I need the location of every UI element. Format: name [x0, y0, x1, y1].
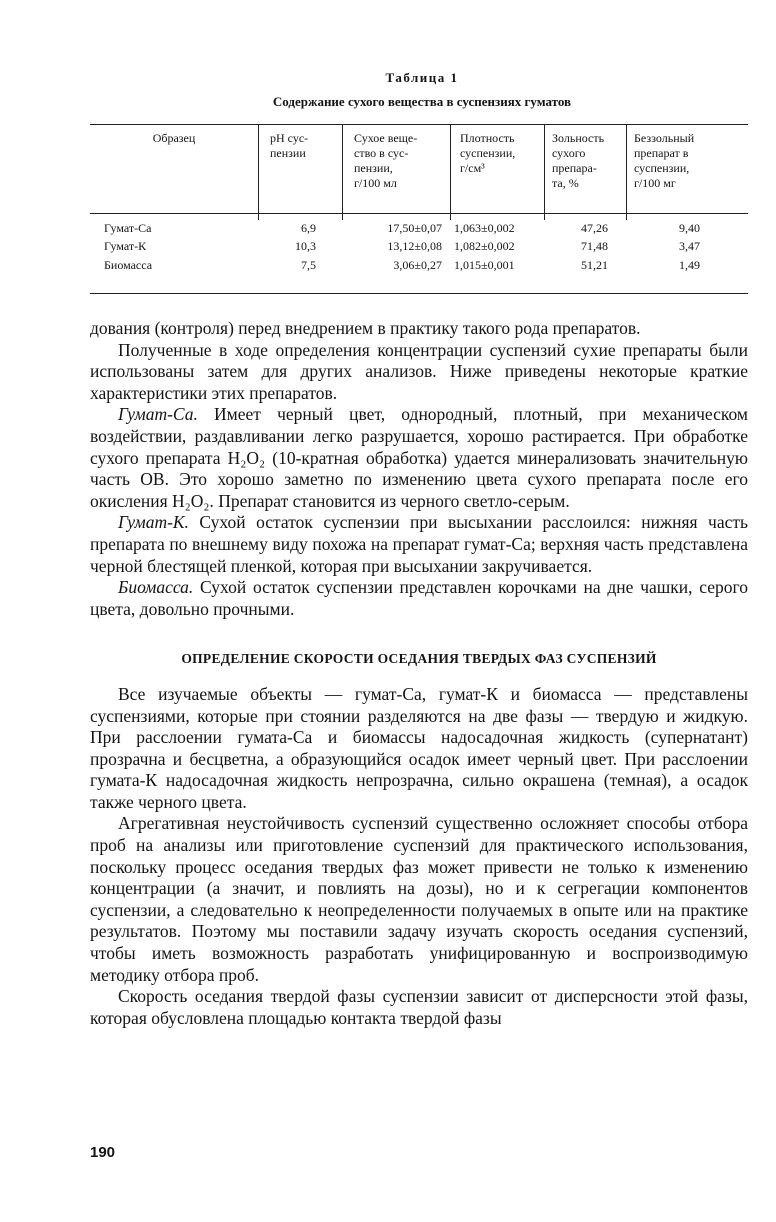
table-cell-ph: 7,5 — [301, 258, 316, 272]
paragraph — [90, 404, 748, 512]
page-number: 190 — [90, 1144, 116, 1161]
paragraph: Полученные в ходе определения концентрации суспензий сухие препараты были использованы затем для других анализов. Ниже приведены некоторые краткие характеристики этих препаратов. — [90, 339, 748, 403]
column-header-density: Плотность суспензии, г/см³ — [460, 131, 516, 175]
paragraph-body: Сухой остаток суспензии при высыхании расслоился: нижняя часть препарата по внешнему виду похожа на препарат гумат-Са; верхняя часть представлена черной блестящей пленкой, которая при высыхании закручивается. — [90, 512, 748, 576]
table-cell-ph: 6,9 — [301, 221, 316, 235]
table-cell-dry-matter: 13,12±0,08 — [387, 239, 442, 253]
table-cell-ashfree: 1,49 — [679, 258, 700, 272]
column-divider — [450, 124, 451, 220]
table-cell-sample: Биомасса — [104, 258, 153, 272]
column-divider — [258, 124, 259, 220]
paragraph-lead: Гумат-К. — [118, 512, 189, 533]
table-cell-ash: 47,26 — [581, 221, 608, 235]
column-divider — [544, 124, 545, 220]
paragraph — [90, 512, 748, 577]
paragraph: дования (контроля) перед внедрением в практику такого рода препаратов. — [90, 318, 641, 338]
table-cell-dry-matter: 3,06±0,27 — [393, 258, 442, 272]
table-header-rule — [90, 213, 748, 214]
table-cell-ashfree: 3,47 — [679, 239, 700, 253]
table-cell-dry-matter: 17,50±0,07 — [387, 221, 442, 235]
paragraph-body: Имеет черный цвет, однородный, плотный, при механическом воздействии, раздавливании легко разрушается, хорошо растирается. При обработке сухого препарата H₂O₂ (10-кратная обработка) удается минерализовать значительную часть ОВ. Это хорошо заметно по изменению цвета сухого препарата после его окисления H₂O₂. Препарат становится из черного светло-серым. — [90, 404, 748, 511]
table-cell-ph: 10,3 — [295, 239, 316, 253]
section-heading: ОПРЕДЕЛЕНИЕ СКОРОСТИ ОСЕДАНИЯ ТВЕРДЫХ ФАЗ СУСПЕНЗИЙ — [181, 651, 657, 667]
paragraph-body: Сухой остаток суспензии представлен корочками на дне чашки, серого цвета, довольно прочными. — [90, 577, 748, 619]
table-top-rule — [90, 124, 748, 125]
body-text — [90, 318, 748, 1029]
column-header-ph: pH сус- пензии — [270, 131, 309, 160]
table-caption: Таблица 1 — [385, 70, 459, 85]
table-cell-density: 1,015±0,001 — [454, 258, 515, 272]
paragraph — [90, 577, 748, 620]
table-cell-sample: Гумат-К — [104, 239, 147, 253]
column-header-ashfree: Беззольный препарат в суспензии, г/100 мг — [634, 131, 695, 190]
column-header-sample: Образец — [152, 131, 196, 145]
table-title: Содержание сухого вещества в суспензиях гуматов — [272, 94, 572, 109]
table-cell-ash: 51,21 — [581, 258, 608, 272]
paragraph: Все изучаемые объекты — гумат-Са, гумат-К и биомасса — представлены суспензиями, которые при стоянии разделяются на две фазы — твердую и жидкую. При расслоении гумата-Са и биомассы надосадочная жидкость (супернатант) прозрачна и бесцветна, а образующийся осадок имеет черный цвет. При расслоении гумата-К надосадочная жидкость непрозрачна, сильно окрашена (темная), а осадок также черного цвета. — [90, 683, 748, 812]
table-cell-density: 1,082±0,002 — [454, 239, 515, 253]
table-cell-density: 1,063±0,002 — [454, 221, 515, 235]
data-table — [90, 124, 748, 294]
paragraph-lead: Биомасса. — [118, 577, 194, 598]
paragraph-lead: Гумат-Са. — [118, 404, 198, 425]
paragraph: Скорость оседания твердой фазы суспензии зависит от дисперсности этой фазы, которая обусловлена площадью контакта твердой фазы — [90, 986, 748, 1028]
table-cell-ashfree: 9,40 — [679, 221, 700, 235]
paragraph: Агрегативная неустойчивость суспензий существенно осложняет способы отбора проб на анализы или приготовление суспензий для практического использования, поскольку процесс оседания твердых фаз может привести не только к изменению концентрации (а значит, и повлиять на дозы), но и к сегрегации компонентов суспензии, а следовательно к неопределенности получаемых в опыте или на практике результатов. Поэтому мы поставили задачу изучать скорость оседания суспензий, чтобы иметь возможность разработать унифицированную и воспроизводимую методику отбора проб. — [90, 813, 748, 985]
column-header-ash: Зольность сухого препара- та, % — [552, 131, 605, 190]
table-cell-ash: 71,48 — [581, 239, 608, 253]
column-header-dry-matter: Сухое веще- ство в сус- пензии, г/100 мл — [354, 131, 418, 190]
column-divider — [342, 124, 343, 220]
table-bottom-rule — [90, 293, 748, 294]
table-cell-sample: Гумат-Са — [104, 221, 152, 235]
